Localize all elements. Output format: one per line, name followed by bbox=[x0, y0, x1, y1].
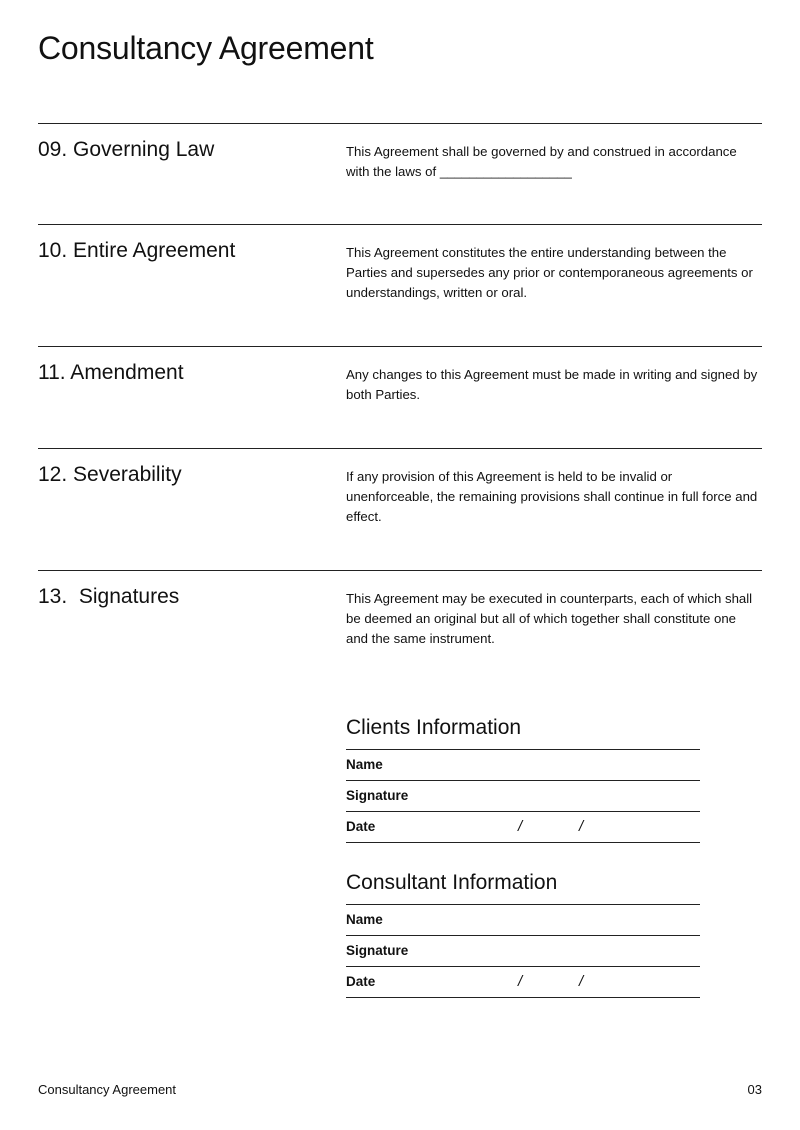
field-label: Date bbox=[346, 819, 376, 834]
signature-field[interactable] bbox=[346, 780, 700, 811]
date-separator: / bbox=[518, 973, 523, 990]
section-entire-agreement bbox=[38, 224, 762, 301]
section-amendment bbox=[38, 346, 762, 403]
section-body: This Agreement may be executed in counterparts, each of which shall be deemed an original but all of which together shall constitute one and the same instrument. bbox=[346, 591, 753, 647]
section-heading: 13. Signatures bbox=[38, 585, 180, 608]
section-body: This Agreement shall be governed by and construed in accordance with the laws of __________________ bbox=[346, 144, 737, 180]
section-heading: 09. Governing Law bbox=[38, 138, 215, 161]
footer-document-name: Consultancy Agreement bbox=[38, 1082, 177, 1097]
section-body: If any provision of this Agreement is held to be invalid or unenforceable, the remaining provisions shall continue in full force and effect. bbox=[346, 469, 758, 525]
date-separator: / bbox=[579, 818, 584, 835]
field-label: Signature bbox=[346, 788, 409, 803]
date-field[interactable] bbox=[346, 966, 700, 998]
section-heading: 12. Severability bbox=[38, 463, 182, 486]
section-governing-law bbox=[38, 123, 762, 180]
field-label: Signature bbox=[346, 943, 409, 958]
signature-block-heading: Clients Information bbox=[346, 716, 522, 739]
consultant-information-block bbox=[346, 871, 700, 998]
section-severability bbox=[38, 448, 762, 525]
field-label: Name bbox=[346, 757, 383, 772]
page-title: Consultancy Agreement bbox=[38, 30, 374, 66]
section-heading: 11. Amendment bbox=[38, 361, 184, 384]
section-signatures bbox=[38, 570, 762, 647]
section-body: Any changes to this Agreement must be made in writing and signed by both Parties. bbox=[346, 367, 758, 403]
date-field[interactable] bbox=[346, 811, 700, 843]
name-field[interactable] bbox=[346, 749, 700, 780]
date-separator: / bbox=[518, 818, 523, 835]
date-separator: / bbox=[579, 973, 584, 990]
name-field[interactable] bbox=[346, 904, 700, 935]
section-body: This Agreement constitutes the entire understanding between the Parties and supersedes any prior or contemporaneous agreements or understandings, written or oral. bbox=[346, 245, 753, 301]
clients-information-block bbox=[346, 716, 700, 843]
signature-block-heading: Consultant Information bbox=[346, 871, 558, 894]
field-label: Date bbox=[346, 974, 376, 989]
signature-field[interactable] bbox=[346, 935, 700, 966]
section-heading: 10. Entire Agreement bbox=[38, 239, 236, 262]
footer-page-number: 03 bbox=[747, 1082, 762, 1097]
field-label: Name bbox=[346, 912, 383, 927]
